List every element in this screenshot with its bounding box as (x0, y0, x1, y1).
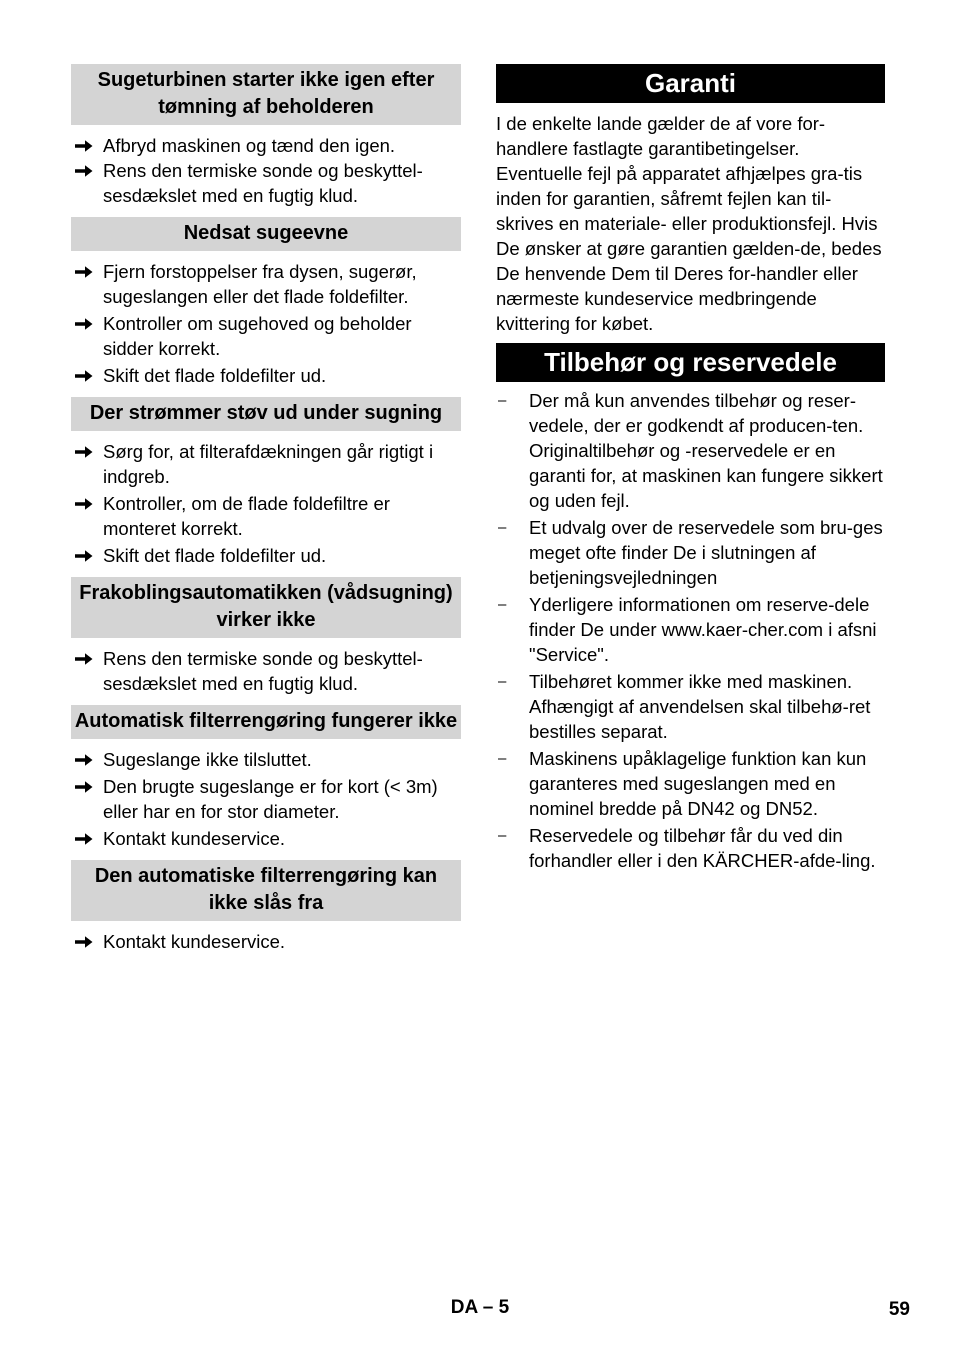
arrow-right-icon (75, 139, 93, 153)
section-list (71, 646, 461, 696)
dash-bullet: – (498, 596, 507, 613)
list-item (496, 515, 885, 590)
dash-bullet: – (498, 750, 507, 767)
list-item (496, 669, 885, 744)
list-item-text: Kontroller, om de flade foldefiltre er monteret korrekt. (103, 493, 390, 539)
list-item (496, 592, 885, 667)
list-item (496, 823, 885, 873)
list-item-text: Yderligere informationen om reserve-dele finder De under www.kaer-cher.com i afsni "Service". (529, 594, 877, 665)
dash-bullet: – (498, 519, 507, 536)
tilbehor-list (496, 388, 885, 873)
section-heading: Nedsat sugeevne (71, 217, 461, 251)
list-item (71, 747, 461, 772)
list-item-text: Den brugte sugeslange er for kort (< 3m) eller har en for stor diameter. (103, 776, 438, 822)
arrow-right-icon (75, 832, 93, 846)
section-heading: Den automatiske filterrengøring kan ikke slås fra (71, 860, 461, 921)
section-list (71, 259, 461, 388)
list-item-text: Skift det flade foldefilter ud. (103, 545, 327, 566)
list-item (71, 491, 461, 541)
section-list (71, 747, 461, 851)
dash-bullet: – (498, 827, 507, 844)
list-item (71, 133, 461, 158)
dash-bullet: – (498, 673, 507, 690)
list-item-text: Der må kun anvendes tilbehør og reser-vedele, der er godkendt af producen-ten. Originaltilbehør og -reservedele er en garanti for, at maskinen kan fungere sikkert og uden fejl. (529, 390, 883, 511)
section-heading: Frakoblingsautomatikken (vådsugning) virker ikke (71, 577, 461, 638)
section-list (71, 439, 461, 568)
list-item (71, 311, 461, 361)
arrow-right-icon (75, 445, 93, 459)
list-item-text: Kontakt kundeservice. (103, 931, 286, 952)
arrow-right-icon (75, 780, 93, 794)
list-item (71, 543, 461, 568)
section-list (71, 133, 461, 208)
arrow-right-icon (75, 549, 93, 563)
list-item-text: Skift det flade foldefilter ud. (103, 365, 327, 386)
list-item-text: Kontroller om sugehoved og beholder sidder korrekt. (103, 313, 412, 359)
list-item (71, 826, 461, 851)
list-item (71, 646, 461, 696)
right-column (496, 64, 885, 873)
list-item-text: Rens den termiske sonde og beskyttel-sesdækslet med en fugtig klud. (103, 648, 423, 694)
section-list (71, 929, 461, 954)
list-item (71, 363, 461, 388)
list-item (496, 746, 885, 821)
section-heading: Der strømmer støv ud under sugning (71, 397, 461, 431)
arrow-right-icon (75, 369, 93, 383)
garanti-text: I de enkelte lande gælder de af vore for-handlere fastlagte garantibetingelser. Eventuelle fejl på apparatet afhjælpes gra-tis inden for garantien, såfremt fejlen kan til-skrives en materiale- eller produktionsfejl. Hvis De ønsker at gøre garantien gælden-de, bedes De henvende Dem til Deres for-handler eller nærmeste kundeservice medbringende kvittering for købet. (496, 113, 882, 334)
list-item (71, 929, 461, 954)
list-item-text: Reservedele og tilbehør får du ved din forhandler eller i den KÄRCHER-afde-ling. (529, 825, 876, 871)
list-item-text: Tilbehøret kommer ikke med maskinen. Afhængigt af anvendelsen skal tilbehø-ret bestilles separat. (529, 671, 871, 742)
list-item (71, 774, 461, 824)
arrow-right-icon (75, 935, 93, 949)
arrow-right-icon (75, 652, 93, 666)
arrow-right-icon (75, 265, 93, 279)
arrow-right-icon (75, 164, 93, 178)
section-heading: Automatisk filterrengøring fungerer ikke (71, 705, 461, 739)
arrow-right-icon (75, 317, 93, 331)
arrow-right-icon (75, 753, 93, 767)
list-item-text: Sørg for, at filterafdækningen går rigtigt i indgreb. (103, 441, 434, 487)
footer-section-label: DA – 5 (450, 1297, 510, 1318)
list-item-text: Sugeslange ikke tilsluttet. (103, 749, 312, 770)
list-item-text: Maskinens upåklagelige funktion kan kun garanteres med sugeslangen med en nominel bredde på DN42 og DN52. (529, 748, 867, 819)
list-item-text: Afbryd maskinen og tænd den igen. (103, 135, 396, 156)
page-number: 59 (888, 1299, 910, 1320)
dash-bullet: – (498, 392, 507, 409)
list-item (71, 439, 461, 489)
list-item (71, 158, 461, 208)
list-item (71, 259, 461, 309)
list-item-text: Rens den termiske sonde og beskyttel-sesdækslet med en fugtig klud. (103, 160, 423, 206)
list-item-text: Kontakt kundeservice. (103, 828, 286, 849)
list-item-text: Et udvalg over de reservedele som bru-ges meget ofte finder De i slutningen af betjeningsvejledningen (529, 517, 883, 588)
list-item (496, 388, 885, 513)
arrow-right-icon (75, 497, 93, 511)
tilbehor-heading: Tilbehør og reservedele (496, 343, 885, 382)
left-column (71, 64, 461, 954)
section-heading: Sugeturbinen starter ikke igen efter tømning af beholderen (71, 64, 461, 125)
list-item-text: Fjern forstoppelser fra dysen, sugerør, sugeslangen eller det flade foldefilter. (103, 261, 417, 307)
garanti-heading: Garanti (496, 64, 885, 103)
